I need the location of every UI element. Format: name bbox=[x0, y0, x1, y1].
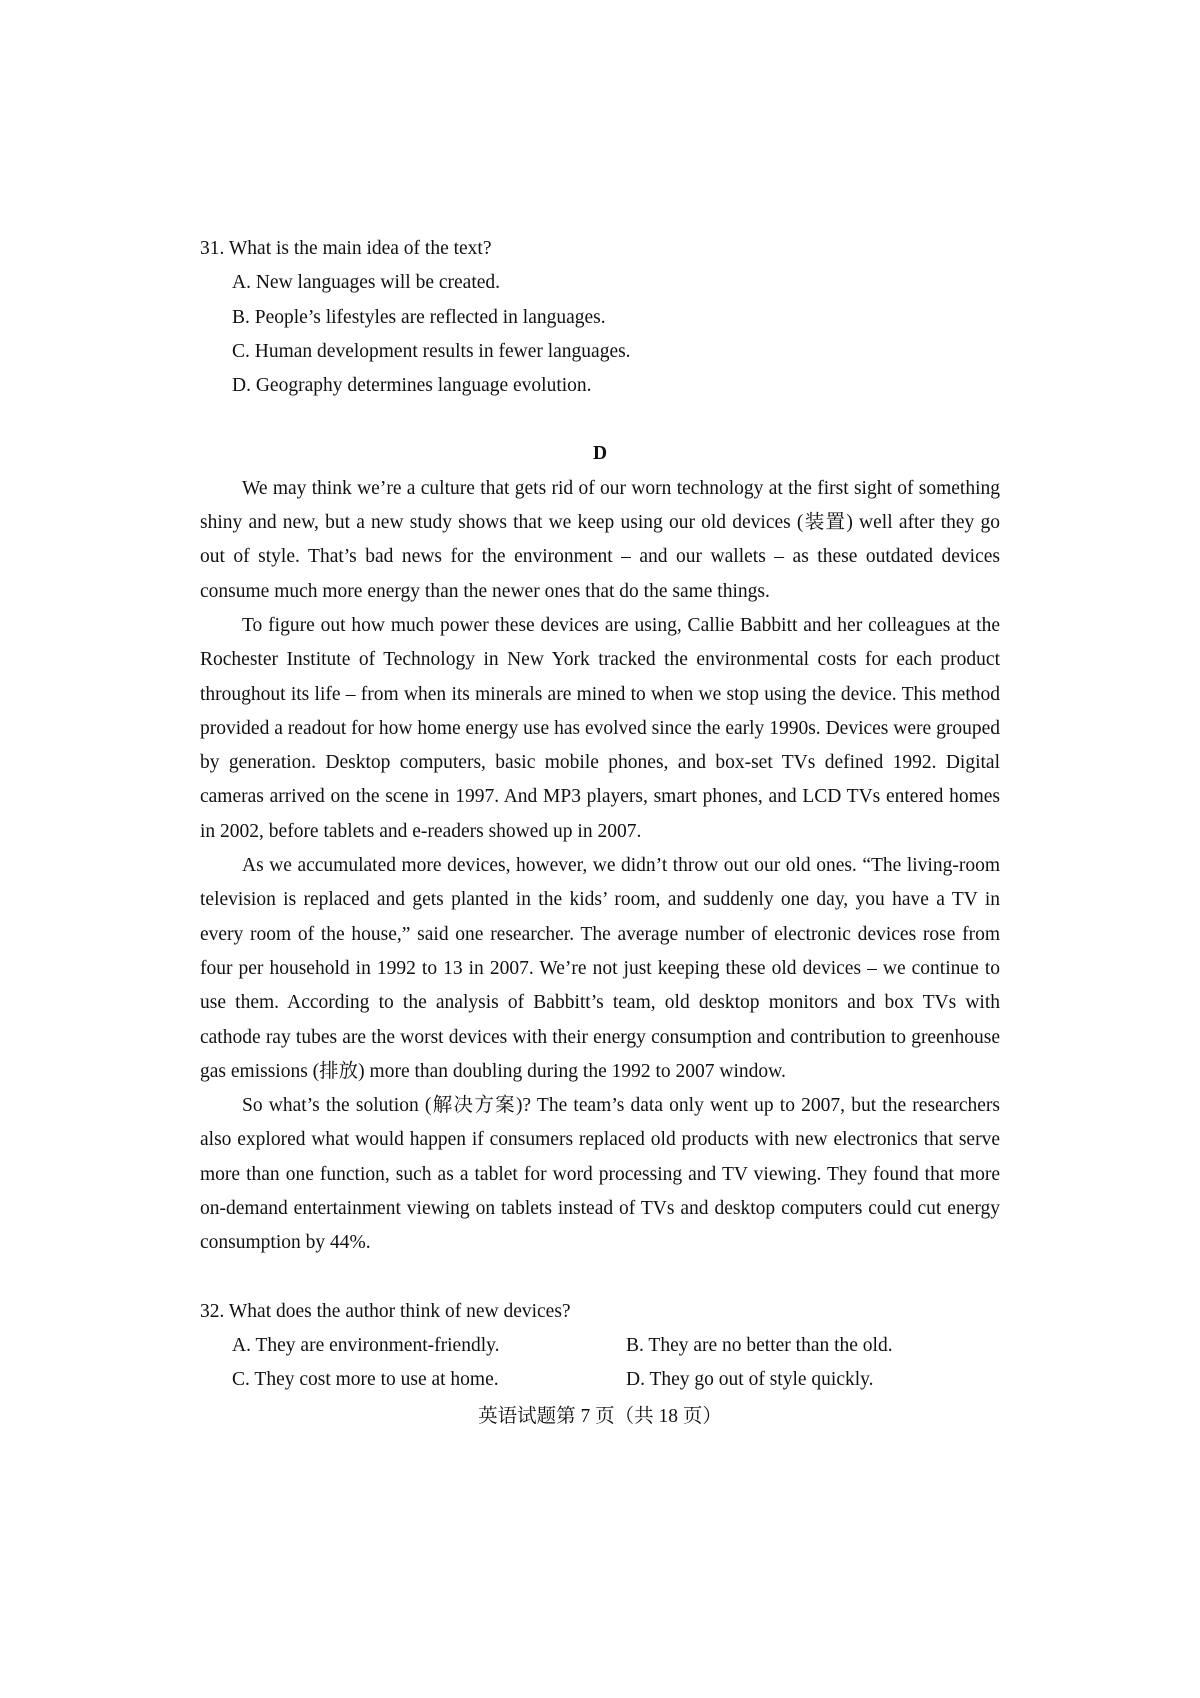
question-32-option-a: A. They are environment-friendly. bbox=[232, 1334, 500, 1356]
question-31-option-c: C. Human development results in fewer languages. bbox=[232, 340, 631, 362]
question-32-option-d: D. They go out of style quickly. bbox=[626, 1369, 874, 1391]
passage-paragraph-1: We may think we’re a culture that gets rid of our worn technology at the first sight of something shiny and new, but a new study shows that we keep using our old devices (装置) well after they go out of style. That’s bad news for the environment – and our wallets – as these outdated devices consume much more energy than the newer ones that do the same things. bbox=[200, 477, 1000, 602]
question-32-option-c: C. They cost more to use at home. bbox=[232, 1369, 499, 1391]
page-footer: 英语试题第 7 页（共 18 页） bbox=[478, 1405, 722, 1427]
question-31-option-a: A. New languages will be created. bbox=[232, 272, 501, 294]
question-31-option-d: D. Geography determines language evolution. bbox=[232, 375, 592, 397]
passage-paragraph-4: So what’s the solution (解决方案)? The team’s data only went up to 2007, but the researchers also explored what would happen if consumers replaced old products with new electronics that serve more than one function, such as a tablet for word processing and TV viewing. They found that more on-demand entertainment viewing on tablets instead of TVs and desktop computers could cut energy consumption by 44%. bbox=[200, 1095, 1000, 1254]
question-31-option-b: B. People’s lifestyles are reflected in languages. bbox=[232, 306, 606, 328]
question-31-stem: 31. What is the main idea of the text? bbox=[200, 238, 492, 259]
question-32-option-b: B. They are no better than the old. bbox=[626, 1334, 893, 1356]
question-32-options bbox=[232, 1329, 1000, 1398]
passage-paragraph-3: As we accumulated more devices, however, we didn’t throw out our old ones. “The living-room television is replaced and gets planted in the kids’ room, and suddenly one day, you have a TV in every room of the house,” said one researcher. The average number of electronic devices rose from four per household in 1992 to 13 in 2007. We’re not just keeping these old devices – we continue to use them. According to the analysis of Babbitt’s team, old desktop monitors and box TVs with cathode ray tubes are the worst devices with their energy consumption and contribution to greenhouse gas emissions (排放) more than doubling during the 1992 to 2007 window. bbox=[200, 855, 1000, 1082]
exam-page bbox=[200, 232, 1000, 1434]
question-32-stem: 32. What does the author think of new devices? bbox=[200, 1300, 571, 1322]
passage-paragraph-2: To figure out how much power these devices are using, Callie Babbitt and her colleagues at the Rochester Institute of Technology in New York tracked the environmental costs for each product throughout its life – from when its minerals are mined to when we stop using the device. This method provided a readout for how home energy use has evolved since the early 1990s. Devices were grouped by generation. Desktop computers, basic mobile phones, and box-set TVs defined 1992. Digital cameras arrived on the scene in 1997. And MP3 players, smart phones, and LCD TVs entered homes in 2002, before tablets and e-readers showed up in 2007. bbox=[200, 614, 1000, 842]
passage-title: D bbox=[592, 443, 608, 465]
